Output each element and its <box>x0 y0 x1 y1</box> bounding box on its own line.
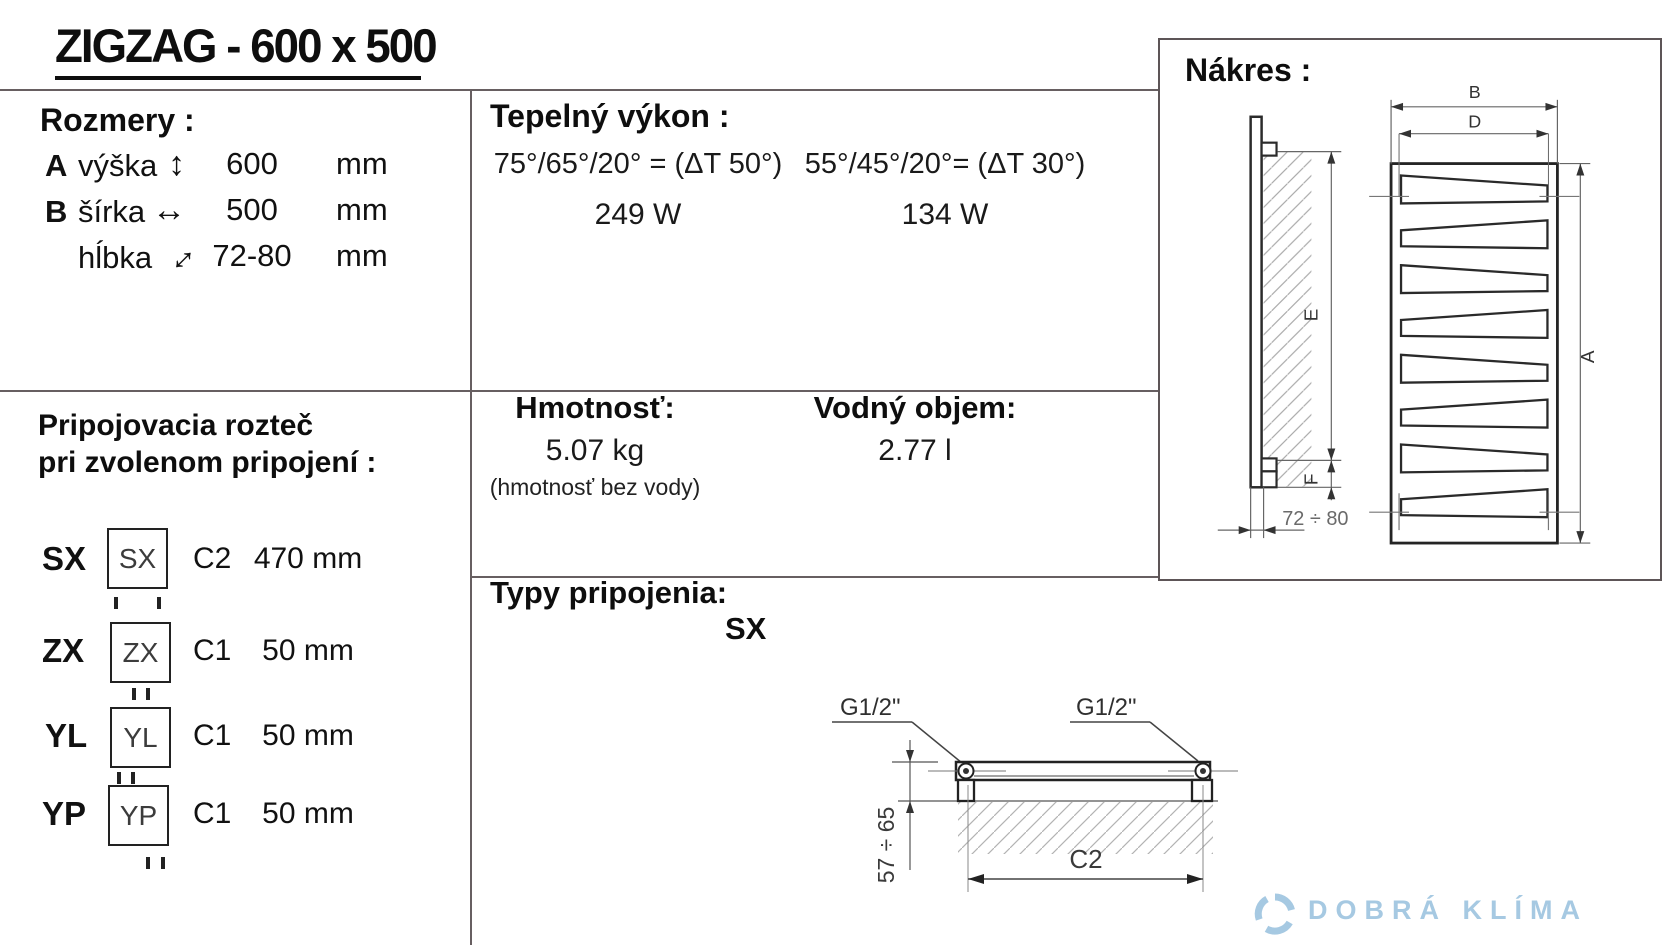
arrow-horizontal-icon: ↔ <box>152 191 186 229</box>
dim-label-b: B <box>1468 81 1481 102</box>
weight-heading: Hmotnosť: <box>515 390 675 425</box>
connections-heading-line1: Pripojovacia rozteč <box>38 409 314 442</box>
connection-code: SX <box>42 540 87 577</box>
connection-diagram-box <box>110 622 171 683</box>
connection-tick <box>161 857 165 869</box>
connection-tick <box>131 772 135 784</box>
dimension-unit: mm <box>336 238 388 273</box>
thermal-formula-dt30: 55°/45°/20°= (ΔT 30°) <box>804 148 1086 180</box>
thermal-heading: Tepelný výkon : <box>490 98 730 134</box>
connection-box-label: YP <box>119 799 158 831</box>
volume-heading: Vodný objem: <box>813 390 1017 425</box>
wall-foot-left <box>958 780 974 801</box>
dim-label-depth: 72 ÷ 80 <box>1282 508 1349 531</box>
connection-c-value: 50 mm <box>262 634 354 667</box>
dimension-key: B <box>45 194 68 229</box>
thermal-power-dt30: 134 W <box>901 198 989 231</box>
dim-label-a: A <box>1578 350 1600 364</box>
connection-diagram-box <box>110 707 171 768</box>
page-title: ZIGZAG - 600 x 500 <box>55 19 436 72</box>
thread-label-left: G1/2" <box>840 694 901 721</box>
connection-types-heading: Typy pripojenia: <box>490 575 728 610</box>
dimension-unit: mm <box>336 192 388 227</box>
connection-code: YP <box>42 795 87 832</box>
connection-c-label: C1 <box>193 719 232 752</box>
connection-c-label: C1 <box>193 797 232 830</box>
dim-label-f: F <box>1301 473 1323 486</box>
top-bracket <box>1262 143 1277 156</box>
connection-diagram-box <box>108 785 169 846</box>
radiator-technical-drawing <box>1160 40 1660 579</box>
connection-tick <box>117 772 121 784</box>
arrow-vertical-icon: ↕ <box>168 145 185 183</box>
connection-box-label: SX <box>118 542 157 574</box>
connections-heading-line2: pri zvolenom pripojení : <box>38 446 377 479</box>
weight-value: 5.07 kg <box>545 434 645 467</box>
divider-top <box>0 89 1159 91</box>
brand-logo-icon <box>1253 892 1297 936</box>
divider-vertical <box>470 89 472 945</box>
connection-tick <box>114 597 118 609</box>
thermal-formula-dt50: 75°/65°/20° = (ΔT 50°) <box>493 148 783 180</box>
dim-label-e: E <box>1301 308 1323 322</box>
dimensions-heading: Rozmery : <box>40 102 195 138</box>
bottom-bracket <box>1262 458 1277 471</box>
drawing-panel <box>1158 38 1662 581</box>
connection-c-label: C2 <box>193 542 232 575</box>
connection-tick <box>132 688 136 700</box>
connection-tick <box>146 857 150 869</box>
brand-watermark: DOBRÁ KLÍMA <box>1308 895 1588 925</box>
connection-code: ZX <box>42 632 85 669</box>
connection-type-label: SX <box>725 611 767 646</box>
connection-tick <box>157 597 161 609</box>
dimension-key: A <box>45 148 68 183</box>
connections-heading <box>38 407 376 481</box>
volume-value: 2.77 l <box>878 434 952 467</box>
connection-c-value: 470 mm <box>253 542 363 575</box>
dimension-unit: mm <box>336 146 388 181</box>
connection-code: YL <box>45 717 88 754</box>
dim-label-d: D <box>1468 111 1482 132</box>
connection-box-label: YL <box>123 721 158 753</box>
connection-c-label: C1 <box>193 634 232 667</box>
connection-c-value: 50 mm <box>262 797 354 830</box>
connection-type-drawing <box>770 640 1270 900</box>
dimension-value: 72-80 <box>212 238 292 273</box>
connection-box-label: ZX <box>122 636 159 668</box>
thread-label-right: G1/2" <box>1076 694 1137 721</box>
dim-label-height-range: 57 ÷ 65 <box>873 806 899 884</box>
connection-diagram-box <box>107 528 168 589</box>
arrow-diagonal-icon: ↔ <box>154 230 206 282</box>
bottom-bracket-foot <box>1262 471 1277 487</box>
title-underline <box>55 76 421 80</box>
dimension-label: výška <box>78 148 158 183</box>
connection-c-value: 50 mm <box>262 719 354 752</box>
dim-label-span: C2 <box>1069 844 1103 874</box>
connection-tick <box>146 688 150 700</box>
dimension-value: 500 <box>226 192 278 227</box>
thermal-power-dt50: 249 W <box>594 198 682 231</box>
wall-foot-right <box>1192 780 1212 801</box>
dimension-label: hĺbka <box>78 240 153 275</box>
side-view-panel <box>1251 117 1262 488</box>
weight-note: (hmotnosť bez vody) <box>489 474 701 500</box>
dimension-value: 600 <box>226 146 278 181</box>
drawing-heading: Nákres : <box>1185 52 1312 88</box>
dimension-label: šírka <box>78 194 146 229</box>
